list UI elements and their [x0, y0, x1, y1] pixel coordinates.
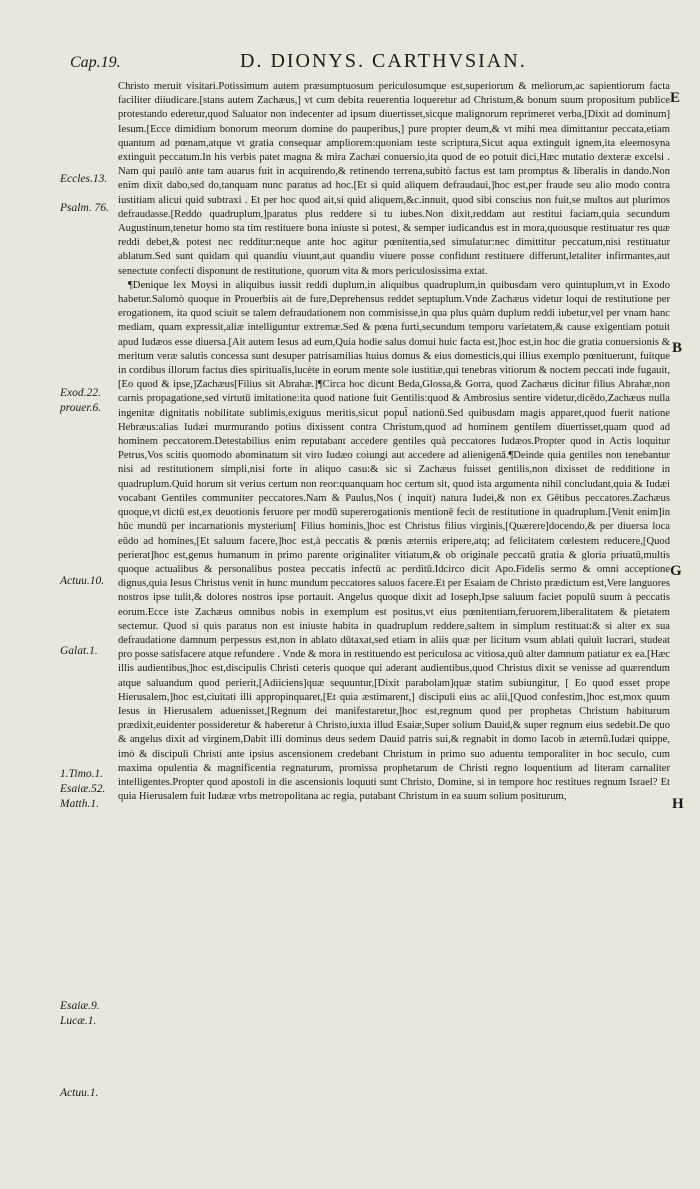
margin-note: Esaiæ.52. — [60, 783, 106, 795]
side-letter-h: H — [672, 796, 684, 812]
side-letter-b: B — [672, 340, 683, 356]
side-letter-g: G — [670, 563, 682, 579]
margin-note: Lucæ.1. — [60, 1015, 97, 1027]
margin-note: Exod.22. — [60, 387, 101, 399]
chapter-label: Cap.19. — [70, 54, 121, 71]
paragraph: ¶Denique lex Moysi in aliquibus iussit reddi duplum,in aliquibus quadruplum,in quibusdam vero quintuplum,vt in Exodo habetur.Salomò quoque in Prouerbiis ait de fure,Deprehensus reddet septuplum.Vnde Zachæus videtur loqui de restitutione per erogationem, ita quod sciuit se talem defraudationem non commisisse,in qua plus quàm duplum reddi iubetur,vel per vnam hanc mediam, quam expressit,aliæ intelliguntur extremæ.Sed & pœna furti,secundum temporu varietatem,& cause exigentiam potuit apud Iudæos esse diuersa.[Ait autem Iesus ad eum,Quia hodie salus domui huic facta est,]hoc est,in hoc die gratia conuersionis & meritum veræ salutis concessa sunt desuper patrisamilias huius domus & eius domesticis,qui illius exemplo pœnituerunt, fuitque in cordibus illorum factus dies spiritualis,lucète in eorum mente sole iustitiæ,qui tenebras vitiorum & noctem peccati inde fugauit,[Eo quod & ipse,]Zachæus[Filius sit Abrahæ.]¶Circa hoc dicunt Beda,Glossa,& Gorra, quod Zachæus dicitur filius Abrahæ,non carnis propagatione,sed virtutū imitatione:ita quod natione fuit Gentilis:quod & Ambrosius sentire videtur,dicēdo,Zachæus nulla ingenitæ dignitatis nobilitate sublimis,exiguus meritis,sicut popul̄ nationū.Sed quibusdam magis apparet,quod fuerit natione Hebræus:alias Iudæi murmurando potius dixissent contra Christum,quod ad hominem gentilem diuertisset,quam quod ad hominem peccatorem.Detestabilius enim reputabant accedere gentiles quà peccatores Iudæos.Propter quod in Actis loquitur Petrus,Vos scitis quomodo abominatum sit viro Iudæo coiungi aut accedere ad alienigenā.¶Deinde quia gentiles non tenebantur nisi ad restitutionem simpli,nisi forte in aliquo casu:& sic si Zachæus fuisset gentilis,non dixisset de redditione in quadruplum.Quid horum sit verius certum non reor:quanquam hoc certum sit, quod ista argumenta nihil concludant,quia & Iudæi vocabant Gentiles communiter peccatores.Nam & Paulus,Nos ( inquit) natura Iudei,& non ex Gētibus peccatores.Zachæus quoque,vt dictū est,ex deuotionis feruore per modū supererogationis mentionē fecit de restitutione in quadruplum.[Venit enim]in hūc mundū per incarnationis mysterium[ Filius hominis,]hoc est Christus filius virginis,[Quærere]docendo,& per diuersa loca eūdo ad homines,[Et saluum facere,]hoc est,à peccatis & pœnis æternis eripere,atq; ad felicitatem cœlestem reducere,[Quod perierat]hoc est,genus humanum in primo parente originaliter vitiatum,& ob originale peccatū gratia & gloria priuatū,multis quoque actualibus & personalibus postea peccatis infectū ac perditū.Idcirco dicit Apo.Fidelis sermo & omni acceptione dignus,quia Iesus Christus venit in hunc mundum peccatores saluos facere.Et per Esaiam de Christo prædictum est,Vere languores nostros ipse tulit,& dolores nostros ipse portauit. Angelus quoque dixit ad Ioseph,Ipse saluum faciet populū suum à peccatis eorum.Ecce iste Zachæus omnibus nobis in exemplum est positus,vt eius pœnitentiam,feruorem,liberalitatem & pietatem sectemur. Quod si quis paratus non est iniuste habita in quadruplum reddere,saltem in simplum restituat:& si alter ex sua defraudatione damnum perpessus est,non in ablato dūtaxat,sed etiam in aliis quæ per licitum vsum ablati quiuit lucrari, studeat pro posse satisfacere atque refundere . Vnde & mora in restituendo est periculosa ac vitiosa,quū alter damnum patiatur ex ea.[Hæc illis audientibus,]hoc est,discipulis Christi ceteris quoque qui aderant audientibus,quod Christus dixit se venisse ad quærendum atque saluandum quod perierit,[Adiiciens]quæ sequuntur,[Dixit parabolam]quæ statim subiungitur, [ Eo quod esset prope Hierusalem,]hoc est,ciuitati illi appropinquaret,[Et quia æstimarent,] discipuli eius ac alii,[Quod confestim,]hoc est,mox quum Iesus in Hierusalem aduenisset,[Regnum dei manifestaretur,]hoc est,regnum quod per prophetas Christum habiturum prædixit,euidenter possideretur & haberetur à Christo,iuxta illud Esaiæ,Super solium Dauid,& super regnum eius sedebit.De quo & angelus dixit ad virginem,Dabit illi dominus deus sedem Dauid patris sui,& regnabit in domo Iacob in æternū.Iudæi quippe, imò & discipuli Christi ante ipsius ascensionem credebant Christum in primo suo aduentu temporaliter in hoc seculo, cum maxima opulentia & magnificentia regnaturum, promissa prophetarum de Christi regno loquentium ad literam carnaliter intelligentes.Propter quod apostoli in die ascensionis loquuti sunt Christo, Domine, si in tempore hoc restitues regnum Israel? Et quia Hierusalem fuit Iudææ vrbs metropolitana ac regia, putabant Christum in ea suum solium positurum, — [118, 279, 670, 803]
margin-note: Actuu.1. — [60, 1087, 99, 1099]
margin-note: 1.Timo.1. — [60, 768, 104, 780]
paragraph: Christo meruit visitari.Potissimum autem præsumptuosum periculosumque est,superiorum & meliorum,ac sapientiorum facta faciliter diiudicare.[stans autem Zachæus,] vt cum debita reuerentia loqueretur ad Christum,& bonum suum propositum publice protestando ederetur,quod Saluator non indecenter ad ipsum diuertisset,sicque malignorum reprimeret verba,[Dixit ad dominum] Iesum.[Ecce dimidium bonorum meorum domine do pauperibus,] pure propter deum,& vt mihi mea dimittantur peccata,etiam quantum ad pœnam,atque vt gratia consequar ampliorem:quoniam teste scriptura,Sicut aqua extinguit ignem,ita eleemosyna extinguit peccatum.In his verbis patet magna & mira Zachæi conuersio,ita quod de eo potuit dici,Hæc mutatio dexteræ excelsi . Nam qui paulò ante tam auarus fuit in acquirendo,& retinendo terrena,subitò factus est tam promptus & liberalis in dando.Non enim dixit dabo,sed do,tanquam nunc paratus ad hoc.[Et si quid aliquem defraudaui,]hoc est,per fraude seu alio modo contra iustitiam alicui quid subtraxi . Et per hoc quod ait,si quid aliquem,&c.innuit, quod sibi conscius non fuit,se multos aut plurimos defraudasse.[Reddo quadruplum,]paratus plus reddere si tu iubes.Non dixit,reddam aut restitui faciam,quia secundum Augustinum,tenetur homo sta tim restituere bona iniuste si potest, & semper iudicandus est in mora,quousque restituatur res quæ reddi debet,& potest nec redditur:neque ante hoc agitur pœnitentia,sed simulatur:nec dimittitur peccatum,nisi restituatur ablatum.Sed sunt quidam qui quandiu viuunt,aut quandiu viuere posse confidunt restituere differunt,letaliter infirmantes,aut senectute confecti disponunt de restitutione, quorum vita & mors periculosissima extat. — [118, 81, 670, 277]
margin-note: Galat.1. — [60, 645, 98, 657]
signature-letter: E — [670, 90, 681, 106]
margin-note: Esaiæ.9. — [60, 1000, 100, 1012]
page-header — [0, 50, 700, 80]
margin-note: Actuu.10. — [60, 575, 105, 587]
running-title: D. DIONYS. CARTHVSIAN. — [240, 50, 527, 72]
margin-note: Psalm. 76. — [60, 202, 109, 214]
margin-note: Matth.1. — [60, 798, 99, 810]
margin-note: prouer.6. — [60, 402, 102, 414]
main-text — [118, 80, 670, 1160]
margin-note: Eccles.13. — [60, 173, 108, 185]
